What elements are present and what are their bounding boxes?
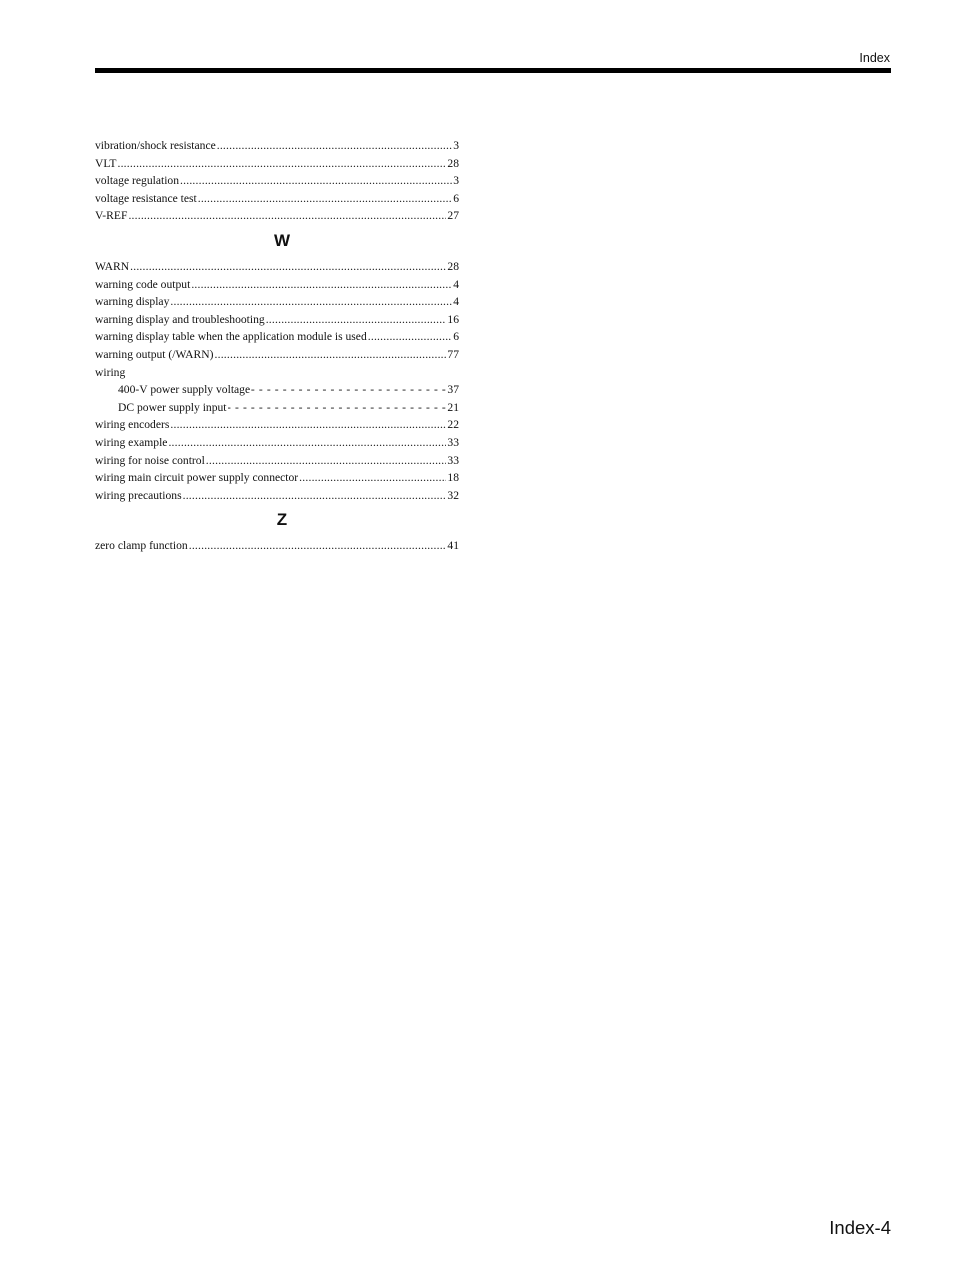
index-term: warning code output bbox=[95, 277, 191, 291]
index-page-ref: 3 bbox=[453, 139, 459, 152]
index-entry bbox=[95, 311, 459, 329]
index-term: zero clamp function bbox=[95, 539, 188, 553]
index-entry bbox=[95, 155, 459, 173]
index-term: vibration/shock resistance bbox=[95, 139, 216, 152]
index-term: warning output (/WARN) bbox=[95, 347, 214, 361]
leader bbox=[206, 452, 447, 470]
index-page-ref: 33 bbox=[447, 435, 459, 449]
index-entry bbox=[95, 434, 459, 452]
index-term: wiring encoders bbox=[95, 418, 170, 432]
index-entry bbox=[95, 469, 459, 487]
leader bbox=[130, 258, 446, 276]
index-entry bbox=[95, 328, 459, 346]
index-page-ref: 33 bbox=[447, 453, 459, 467]
index-column bbox=[95, 137, 459, 555]
leader bbox=[170, 416, 446, 434]
index-page-ref: 28 bbox=[447, 259, 459, 273]
index-entry bbox=[95, 258, 459, 276]
leader bbox=[251, 381, 446, 399]
index-term: wiring for noise control bbox=[95, 453, 205, 467]
index-entry bbox=[95, 537, 459, 555]
index-term: wiring example bbox=[95, 435, 168, 449]
index-page-ref: 4 bbox=[453, 295, 459, 309]
index-entry bbox=[95, 452, 459, 470]
leader bbox=[228, 399, 447, 417]
index-term: warning display table when the application module is used bbox=[95, 330, 367, 344]
index-page-ref: 16 bbox=[447, 312, 459, 326]
leader bbox=[168, 434, 446, 452]
index-subentry bbox=[95, 399, 459, 417]
index-term: V-REF bbox=[95, 209, 128, 223]
leader bbox=[299, 469, 446, 487]
leader bbox=[117, 155, 446, 173]
leader bbox=[198, 190, 452, 208]
index-page-ref: 6 bbox=[453, 330, 459, 344]
leader bbox=[128, 207, 446, 225]
leader bbox=[170, 293, 452, 311]
index-page-ref: 3 bbox=[453, 174, 459, 188]
index-entry bbox=[95, 172, 459, 190]
index-page-ref: 4 bbox=[453, 277, 459, 291]
index-term: VLT bbox=[95, 156, 117, 170]
index-term: wiring precautions bbox=[95, 488, 182, 502]
index-subentry bbox=[95, 381, 459, 399]
section-letter: Z bbox=[276, 510, 288, 530]
index-page-ref: 28 bbox=[447, 156, 459, 170]
leader bbox=[217, 137, 452, 155]
index-term: voltage regulation bbox=[95, 174, 180, 188]
index-entry bbox=[95, 416, 459, 434]
index-term: DC power supply input bbox=[118, 400, 227, 414]
index-page-ref: 21 bbox=[447, 400, 459, 414]
index-page-ref: 41 bbox=[447, 539, 459, 553]
leader bbox=[266, 311, 447, 329]
index-term: wiring bbox=[95, 365, 126, 379]
leader bbox=[191, 276, 452, 294]
index-entry bbox=[95, 346, 459, 364]
index-term: WARN bbox=[95, 259, 130, 273]
leader bbox=[368, 328, 452, 346]
index-page-ref: 6 bbox=[453, 191, 459, 205]
index-entry bbox=[95, 487, 459, 505]
index-page-ref: 32 bbox=[447, 488, 459, 502]
leader bbox=[183, 487, 447, 505]
index-term: wiring main circuit power supply connector bbox=[95, 471, 299, 485]
index-entry bbox=[95, 190, 459, 208]
running-header: Index bbox=[859, 51, 890, 65]
index-term: warning display bbox=[95, 295, 170, 309]
index-entry bbox=[95, 364, 459, 382]
index-term: voltage resistance test bbox=[95, 191, 197, 205]
leader bbox=[180, 172, 452, 190]
index-term: warning display and troubleshooting bbox=[95, 312, 265, 326]
index-page-ref: 27 bbox=[447, 209, 459, 223]
leader bbox=[189, 537, 447, 555]
index-entry bbox=[95, 276, 459, 294]
index-page-ref: 77 bbox=[447, 347, 459, 361]
index-page-ref: 22 bbox=[447, 418, 459, 432]
section-letter: W bbox=[273, 230, 291, 250]
index-page-ref: 18 bbox=[447, 471, 459, 485]
index-entry bbox=[95, 293, 459, 311]
index-page-ref: 37 bbox=[447, 383, 459, 397]
index-entry bbox=[95, 207, 459, 225]
leader bbox=[215, 346, 447, 364]
page-number: Index-4 bbox=[829, 1217, 891, 1238]
index-term: 400-V power supply voltage bbox=[118, 383, 251, 397]
index-entry bbox=[95, 137, 459, 155]
header-rule bbox=[95, 68, 891, 73]
